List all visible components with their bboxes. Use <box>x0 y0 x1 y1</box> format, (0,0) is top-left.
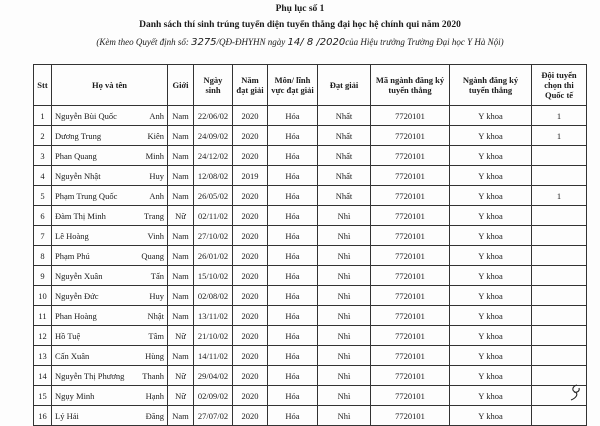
cell-major-code: 7720101 <box>371 326 450 346</box>
cell-intl-team <box>532 326 587 346</box>
cell-stt: 16 <box>34 406 52 426</box>
cell-major: Y khoa <box>450 346 532 366</box>
cell-subject: Hóa <box>268 206 318 226</box>
header-award: Đạt giải <box>318 65 371 106</box>
cell-award: Nhì <box>318 406 371 426</box>
last-middle-name: Phạm Phú <box>55 250 90 261</box>
cell-intl-team <box>532 226 587 246</box>
cell-major-code: 7720101 <box>371 386 450 406</box>
cell-major: Y khoa <box>450 266 532 286</box>
first-name: Vinh <box>147 230 164 241</box>
cell-subject: Hóa <box>268 386 318 406</box>
cell-name <box>52 246 168 266</box>
cell-gender: Nam <box>168 126 194 146</box>
table-header-row <box>34 65 587 106</box>
last-middle-name: Hồ Tuệ <box>55 330 81 341</box>
cell-stt: 1 <box>34 106 52 126</box>
cell-award: Nhì <box>318 346 371 366</box>
first-name: Hùng <box>145 350 164 361</box>
cell-year: 2020 <box>233 366 268 386</box>
header-stt: Stt <box>34 65 52 106</box>
header-subject: Môn/ lĩnh vực đạt giải <box>268 65 318 106</box>
cell-year: 2020 <box>233 186 268 206</box>
cell-stt: 13 <box>34 346 52 366</box>
cell-name <box>52 186 168 206</box>
cell-major: Y khoa <box>450 166 532 186</box>
cell-award: Nhì <box>318 366 371 386</box>
cell-gender: Nam <box>168 226 194 246</box>
cell-major: Y khoa <box>450 286 532 306</box>
cell-intl-team: 1 <box>532 106 587 126</box>
table-row <box>34 166 587 186</box>
cell-gender: Nam <box>168 346 194 366</box>
cell-name <box>52 106 168 126</box>
table-row <box>34 406 587 426</box>
first-name: Anh <box>149 190 164 201</box>
cell-stt: 14 <box>34 366 52 386</box>
cell-dob: 24/12/02 <box>194 146 233 166</box>
cell-award: Nhất <box>318 186 371 206</box>
first-name: Tấn <box>150 270 164 281</box>
cell-major-code: 7720101 <box>371 266 450 286</box>
cell-major-code: 7720101 <box>371 306 450 326</box>
cell-subject: Hóa <box>268 406 318 426</box>
cell-dob: 02/09/02 <box>194 386 233 406</box>
cell-stt: 7 <box>34 226 52 246</box>
cell-gender: Nam <box>168 306 194 326</box>
cell-major-code: 7720101 <box>371 206 450 226</box>
student-table <box>33 64 587 426</box>
cell-award: Nhì <box>318 226 371 246</box>
cell-gender: Nam <box>168 406 194 426</box>
cell-major-code: 7720101 <box>371 346 450 366</box>
cell-stt: 11 <box>34 306 52 326</box>
table-row <box>34 226 587 246</box>
cell-year: 2020 <box>233 106 268 126</box>
cell-award: Nhất <box>318 106 371 126</box>
cell-intl-team: 1 <box>532 126 587 146</box>
table-row <box>34 326 587 346</box>
decision-mid: /QĐ-ĐHYHN ngày <box>216 37 286 47</box>
cell-year: 2020 <box>233 126 268 146</box>
cell-gender: Nam <box>168 166 194 186</box>
table-row <box>34 386 587 406</box>
cell-award: Nhì <box>318 386 371 406</box>
cell-major: Y khoa <box>450 386 532 406</box>
cell-subject: Hóa <box>268 226 318 246</box>
decision-reference <box>0 37 600 48</box>
cell-name <box>52 286 168 306</box>
header-gender: Giới <box>168 65 194 106</box>
first-name: Hạnh <box>145 390 164 401</box>
table-row <box>34 346 587 366</box>
cell-subject: Hóa <box>268 286 318 306</box>
cell-dob: 22/06/02 <box>194 106 233 126</box>
cell-intl-team <box>532 266 587 286</box>
cell-name <box>52 226 168 246</box>
first-name: Tâm <box>148 330 164 341</box>
table-row <box>34 126 587 146</box>
header-intl-team: Đội tuyển chọn thi Quốc tế <box>532 65 587 106</box>
cell-subject: Hóa <box>268 306 318 326</box>
first-name: Trang <box>144 210 164 221</box>
cell-name <box>52 306 168 326</box>
cell-gender: Nam <box>168 266 194 286</box>
cell-stt: 8 <box>34 246 52 266</box>
cell-award: Nhì <box>318 326 371 346</box>
table-row <box>34 366 587 386</box>
table-row <box>34 186 587 206</box>
first-name: Kiên <box>147 130 164 141</box>
cell-intl-team <box>532 346 587 366</box>
cell-award: Nhất <box>318 126 371 146</box>
cell-major-code: 7720101 <box>371 166 450 186</box>
cell-name <box>52 346 168 366</box>
cell-gender: Nam <box>168 186 194 206</box>
last-middle-name: Nguyễn Thị Phương <box>55 370 125 381</box>
decision-suffix: của Hiệu trưởng Trường Đại học Y Hà Nội) <box>345 37 504 47</box>
first-name: Đăng <box>145 410 164 421</box>
decision-number: 3275 <box>191 37 217 48</box>
header-name: Họ và tên <box>52 65 168 106</box>
last-middle-name: Ngụy Minh <box>55 390 95 401</box>
last-middle-name: Nguyễn Bùi Quốc <box>55 110 117 121</box>
cell-major: Y khoa <box>450 246 532 266</box>
table-row <box>34 146 587 166</box>
cell-stt: 10 <box>34 286 52 306</box>
cell-major-code: 7720101 <box>371 106 450 126</box>
first-name: Huy <box>149 290 164 301</box>
cell-major-code: 7720101 <box>371 186 450 206</box>
cell-gender: Nam <box>168 146 194 166</box>
cell-major-code: 7720101 <box>371 146 450 166</box>
cell-major: Y khoa <box>450 106 532 126</box>
cell-major: Y khoa <box>450 146 532 166</box>
cell-dob: 13/11/02 <box>194 306 233 326</box>
table-row <box>34 246 587 266</box>
cell-dob: 29/04/02 <box>194 366 233 386</box>
cell-major-code: 7720101 <box>371 246 450 266</box>
cell-name <box>52 326 168 346</box>
cell-dob: 02/11/02 <box>194 206 233 226</box>
cell-dob: 24/09/02 <box>194 126 233 146</box>
cell-intl-team <box>532 166 587 186</box>
cell-intl-team <box>532 206 587 226</box>
decision-prefix: (Kèm theo Quyết định số: <box>96 37 189 47</box>
cell-subject: Hóa <box>268 186 318 206</box>
table-row <box>34 106 587 126</box>
cell-name <box>52 386 168 406</box>
cell-award: Nhì <box>318 306 371 326</box>
cell-name <box>52 126 168 146</box>
cell-gender: Nữ <box>168 206 194 226</box>
last-middle-name: Phan Hoàng <box>55 310 97 321</box>
cell-intl-team: 1 <box>532 186 587 206</box>
cell-year: 2020 <box>233 326 268 346</box>
first-name: Nhật <box>147 310 164 321</box>
cell-subject: Hóa <box>268 266 318 286</box>
cell-dob: 12/08/02 <box>194 166 233 186</box>
cell-stt: 12 <box>34 326 52 346</box>
cell-year: 2020 <box>233 206 268 226</box>
cell-year: 2020 <box>233 346 268 366</box>
cell-gender: Nữ <box>168 326 194 346</box>
cell-intl-team <box>532 406 587 426</box>
first-name: Minh <box>145 150 164 161</box>
cell-year: 2020 <box>233 406 268 426</box>
cell-dob: 15/10/02 <box>194 266 233 286</box>
cell-name <box>52 206 168 226</box>
cell-stt: 5 <box>34 186 52 206</box>
cell-major: Y khoa <box>450 126 532 146</box>
cell-stt: 3 <box>34 146 52 166</box>
cell-major: Y khoa <box>450 406 532 426</box>
last-middle-name: Lý Hải <box>55 410 79 421</box>
cell-subject: Hóa <box>268 246 318 266</box>
cell-major: Y khoa <box>450 326 532 346</box>
last-middle-name: Lê Hoàng <box>55 230 89 241</box>
last-middle-name: Nguyễn Nhật <box>55 170 101 181</box>
cell-year: 2020 <box>233 306 268 326</box>
cell-year: 2020 <box>233 246 268 266</box>
cell-gender: Nam <box>168 246 194 266</box>
cell-year: 2020 <box>233 146 268 166</box>
cell-major-code: 7720101 <box>371 226 450 246</box>
cell-gender: Nữ <box>168 366 194 386</box>
cell-dob: 27/07/02 <box>194 406 233 426</box>
first-name: Anh <box>149 110 164 121</box>
cell-award: Nhất <box>318 166 371 186</box>
cell-subject: Hóa <box>268 346 318 366</box>
cell-gender: Nam <box>168 106 194 126</box>
cell-dob: 21/10/02 <box>194 326 233 346</box>
cell-award: Nhì <box>318 266 371 286</box>
cell-gender: Nam <box>168 286 194 306</box>
last-middle-name: Nguyễn Đức <box>55 290 99 301</box>
cell-award: Nhất <box>318 146 371 166</box>
cell-award: Nhì <box>318 246 371 266</box>
cell-major: Y khoa <box>450 366 532 386</box>
last-middle-name: Cấn Xuân <box>55 350 90 361</box>
appendix-title: Phụ lục số 1 <box>275 4 325 14</box>
cell-award: Nhì <box>318 286 371 306</box>
first-name: Huy <box>149 170 164 181</box>
cell-dob: 02/08/02 <box>194 286 233 306</box>
last-middle-name: Phan Quang <box>55 150 97 161</box>
cell-intl-team <box>532 146 587 166</box>
cell-award: Nhì <box>318 206 371 226</box>
cell-major: Y khoa <box>450 186 532 206</box>
cell-major: Y khoa <box>450 306 532 326</box>
cell-subject: Hóa <box>268 146 318 166</box>
cell-subject: Hóa <box>268 126 318 146</box>
decision-date: 14/ 8 /2020 <box>287 37 346 48</box>
table-row <box>34 206 587 226</box>
cell-year: 2020 <box>233 266 268 286</box>
cell-major-code: 7720101 <box>371 126 450 146</box>
cell-stt: 4 <box>34 166 52 186</box>
cell-major: Y khoa <box>450 206 532 226</box>
cell-name <box>52 166 168 186</box>
cell-year: 2020 <box>233 386 268 406</box>
header-dob: Ngày sinh <box>194 65 233 106</box>
header-major: Ngành đăng ký tuyển thẳng <box>450 65 532 106</box>
cell-gender: Nữ <box>168 386 194 406</box>
table-row <box>34 286 587 306</box>
cell-major-code: 7720101 <box>371 366 450 386</box>
cell-major-code: 7720101 <box>371 406 450 426</box>
cell-intl-team <box>532 306 587 326</box>
cell-stt: 15 <box>34 386 52 406</box>
cell-name <box>52 366 168 386</box>
header-major-code: Mã ngành đăng ký tuyển thẳng <box>371 65 450 106</box>
first-name: Quang <box>141 250 164 261</box>
table-row <box>34 306 587 326</box>
signature-mark <box>568 382 582 402</box>
cell-stt: 6 <box>34 206 52 226</box>
cell-dob: 26/05/02 <box>194 186 233 206</box>
cell-name <box>52 266 168 286</box>
cell-year: 2020 <box>233 286 268 306</box>
cell-intl-team <box>532 246 587 266</box>
cell-stt: 2 <box>34 126 52 146</box>
header-year: Năm đạt giải <box>233 65 268 106</box>
document-heading: Danh sách thí sinh trúng tuyển diện tuyển thẳng đại học hệ chính qui năm 2020 <box>139 20 461 30</box>
cell-stt: 9 <box>34 266 52 286</box>
cell-dob: 27/10/02 <box>194 226 233 246</box>
cell-subject: Hóa <box>268 326 318 346</box>
table-row <box>34 266 587 286</box>
cell-intl-team <box>532 286 587 306</box>
last-middle-name: Phạm Trung Quốc <box>55 190 118 201</box>
first-name: Thanh <box>142 370 164 381</box>
cell-subject: Hóa <box>268 106 318 126</box>
last-middle-name: Dương Trung <box>55 130 102 141</box>
cell-major: Y khoa <box>450 226 532 246</box>
last-middle-name: Nguyễn Xuân <box>55 270 103 281</box>
cell-year: 2020 <box>233 226 268 246</box>
cell-subject: Hóa <box>268 366 318 386</box>
cell-major-code: 7720101 <box>371 286 450 306</box>
cell-name <box>52 406 168 426</box>
cell-dob: 26/01/02 <box>194 246 233 266</box>
cell-name <box>52 146 168 166</box>
cell-dob: 14/11/02 <box>194 346 233 366</box>
cell-year: 2019 <box>233 166 268 186</box>
last-middle-name: Đàm Thị Minh <box>55 210 106 221</box>
cell-subject: Hóa <box>268 166 318 186</box>
